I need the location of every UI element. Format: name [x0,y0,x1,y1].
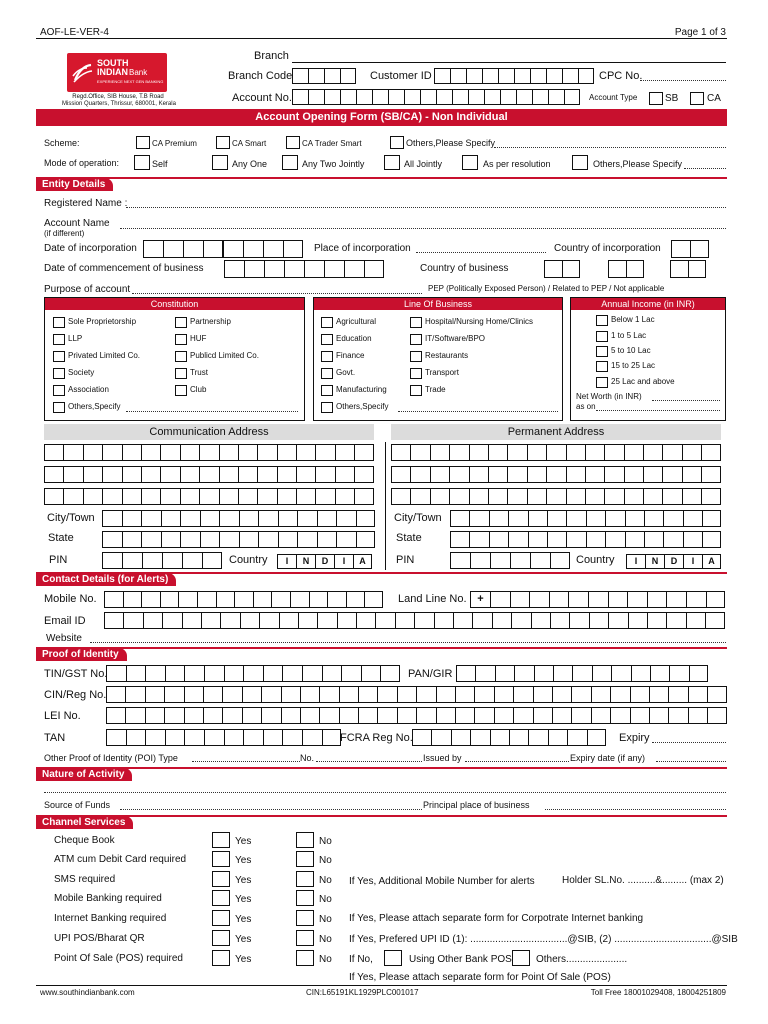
mode-others-field[interactable] [684,168,726,169]
scheme-option: CA Premium [152,139,197,148]
business-checkbox[interactable] [410,385,422,396]
page-number: Page 1 of 3 [674,27,726,38]
yes-label: Yes [235,875,252,886]
internet-banking-no-checkbox[interactable] [296,910,314,926]
channel-item-label: Internet Banking required [54,913,167,924]
cpc-no-label: CPC No. [599,70,643,82]
constitution-option: Sole Proprietorship [68,317,137,326]
constitution-option: Club [190,385,207,394]
upi-no-checkbox[interactable] [296,930,314,946]
constitution-checkbox[interactable] [175,317,187,328]
upi-yes-checkbox[interactable] [212,930,230,946]
mobile-banking-no-checkbox[interactable] [296,890,314,906]
business-checkbox[interactable] [321,351,333,362]
poi-title: Proof of Identity [36,648,127,661]
constitution-checkbox[interactable] [53,317,65,328]
pep-label: PEP (Politically Exposed Person) / Related to PEP / Not applicable [428,284,665,293]
branch-code-boxes[interactable] [292,68,356,84]
source-funds-label: Source of Funds [44,800,111,810]
permanent-address-header: Permanent Address [391,424,721,440]
contact-title: Contact Details (for Alerts) [36,573,176,586]
comm-state-label: State [48,532,74,544]
channel-item-label: ATM cum Debit Card required [54,854,187,865]
activity-title: Nature of Activity [36,768,132,781]
purpose-label: Purpose of account [44,284,131,295]
scheme-option: Others,Please Specify [406,138,496,148]
perm-state-boxes[interactable] [450,531,721,548]
business-option: Trade [425,385,446,394]
mode-option: All Jointly [404,159,443,169]
account-type-label: Account Type [589,93,638,102]
comm-state-boxes[interactable] [102,531,375,548]
income-checkbox[interactable] [596,331,608,342]
no-label: No [319,914,332,925]
perm-address-line-1[interactable] [391,444,721,461]
activity-field[interactable] [44,792,726,793]
channel-item-label: Mobile Banking required [54,893,162,904]
no-label: No [319,875,332,886]
other-bank-pos-checkbox[interactable] [384,950,402,966]
business-checkbox[interactable] [321,402,333,413]
scheme-option: CA Smart [232,139,267,148]
expiry-field[interactable] [652,742,726,743]
business-option: Manufacturing [336,385,387,394]
channel-title: Channel Services [36,816,133,829]
comm-city-label: City/Town [47,512,95,524]
perm-state-label: State [396,532,422,544]
date-incorp-boxes[interactable] [143,240,223,258]
source-funds-field[interactable] [120,809,422,810]
mode-option: Any Two Jointly [302,159,365,169]
ca-label: CA [707,93,721,104]
income-checkbox[interactable] [596,346,608,357]
cpc-no-field[interactable] [640,80,726,81]
business-option: Agricultural [336,317,377,326]
sb-label: SB [665,93,679,104]
entity-title: Entity Details [36,178,113,191]
comm-address-line-3[interactable] [44,488,374,505]
mode-option: Others,Please Specify [593,159,683,169]
comm-address-line-1[interactable] [44,444,374,461]
sb-checkbox[interactable] [649,92,663,105]
channel-item-label: Point Of Sale (POS) required [54,953,183,964]
constitution-checkbox[interactable] [53,351,65,362]
country-business-boxes-3[interactable] [670,260,706,278]
business-checkbox[interactable] [410,368,422,379]
top-rule [36,38,727,39]
date-incorp-label: Date of incorporation [44,243,137,254]
channel-item-label: SMS required [54,874,116,885]
tin-boxes[interactable] [106,665,400,682]
purpose-field[interactable] [132,293,422,294]
country-incorp-label: Country of incorporation [554,243,661,254]
business-checkbox[interactable] [410,334,422,345]
perm-city-boxes[interactable] [450,510,721,527]
constitution-checkbox[interactable] [53,385,65,396]
constitution-option: Society [68,368,95,377]
business-option: Finance [336,351,365,360]
country-business-label: Country of business [420,263,509,274]
constitution-checkbox[interactable] [53,402,65,413]
mode-option: As per resolution [483,159,551,169]
business-option: Hospital/Nursing Home/Clinics [425,317,534,326]
other-poi-type-field[interactable] [192,761,300,762]
issued-by-field[interactable] [465,761,569,762]
others-pos-label: Others...................... [536,954,628,965]
fcra-label: FCRA Reg No. [340,732,413,744]
income-checkbox[interactable] [596,377,608,388]
mode-others-checkbox[interactable] [572,155,588,170]
perm-country-india-boxes: I N D I A [626,554,721,569]
principal-place-label: Principal place of business [423,800,530,810]
business-checkbox[interactable] [321,368,333,379]
lei-label: LEI No. [44,710,81,722]
footer-rule [36,985,727,986]
income-title: Annual Income (in INR) [571,298,725,310]
country-business-boxes-2[interactable] [608,260,644,278]
email-boxes[interactable] [104,612,725,629]
channel-item-label: Cheque Book [54,835,115,846]
scheme-others-field[interactable] [494,147,726,148]
business-checkbox[interactable] [410,351,422,362]
sms-yes-checkbox[interactable] [212,871,230,887]
customer-id-label: Customer ID [370,70,432,82]
tan-label: TAN [44,732,66,744]
no-label: No [319,954,332,965]
business-checkbox[interactable] [321,317,333,328]
income-option: 5 to 10 Lac [611,346,651,355]
account-no-boxes[interactable] [292,89,580,105]
pan-label: PAN/GIR [408,668,453,680]
mode-any-two-checkbox[interactable] [282,155,298,170]
bank-logo [67,53,167,92]
landline-boxes[interactable]: + [470,591,725,608]
income-checkbox[interactable] [596,361,608,372]
other-bank-pos-label: Using Other Bank POS [409,954,512,965]
mode-option: Any One [232,159,268,169]
place-incorp-label: Place of incorporation [314,243,411,254]
sib-emblem-icon [71,62,93,84]
activity-section-header [36,767,727,781]
other-poi-no-label: No. [300,753,315,763]
mode-any-one-checkbox[interactable] [212,155,228,170]
business-checkbox[interactable] [321,334,333,345]
footer-cin: CIN:L65191KL1929PLC001017 [306,988,419,997]
net-worth-field[interactable] [652,400,720,401]
no-label: No [319,836,332,847]
business-option: Govt. [336,368,356,377]
country-business-boxes-1[interactable] [544,260,580,278]
constitution-checkbox[interactable] [53,334,65,345]
constitution-checkbox[interactable] [175,351,187,362]
fcra-boxes[interactable] [412,729,606,746]
mode-resolution-checkbox[interactable] [462,155,478,170]
mobile-boxes[interactable] [104,591,383,608]
constitution-option: Trust [190,368,208,377]
form-title: Account Opening Form (SB/CA) - Non Individual [36,109,727,126]
issued-by-label: Issued by [423,753,462,763]
perm-address-line-3[interactable] [391,488,721,505]
business-others-field[interactable] [398,411,558,412]
pos-note: If Yes, Please attach separate form for Point Of Sale (POS) [349,972,611,983]
logo-text-south: SOUTH [97,58,129,68]
business-title: Line Of Business [314,298,562,310]
yes-label: Yes [235,954,252,965]
atm-yes-checkbox[interactable] [212,851,230,867]
comm-pin-boxes[interactable] [102,552,222,569]
website-label: Website [46,633,82,644]
scheme-option: CA Trader Smart [302,139,362,148]
expiry-date-field[interactable] [656,761,726,762]
bank-address-2: Mission Quarters, Thrissur, 680001, Kerala [62,101,176,107]
perm-city-label: City/Town [394,512,442,524]
if-no-label: If No, [349,954,373,965]
scheme-others-checkbox[interactable] [390,136,404,149]
business-checkbox[interactable] [321,385,333,396]
no-label: No [319,934,332,945]
date-incorp-year-boxes[interactable] [223,240,303,258]
bank-address-1: Regd.Office, SIB House, T.B Road [72,94,164,100]
constitution-checkbox[interactable] [53,368,65,379]
mode-all-jointly-checkbox[interactable] [384,155,400,170]
constitution-option: HUF [190,334,207,343]
business-option: IT/Software/BPO [425,334,486,343]
no-label: No [319,855,332,866]
tin-label: TIN/GST No. [44,668,108,680]
channel-section-header [36,815,727,829]
other-poi-type-label: Other Proof of Identity (POI) Type [44,753,178,763]
constitution-option: Association [68,385,109,394]
business-option: Others,Specify [336,402,389,411]
holder-sl-note: Holder SL.No. ..........&......... (max 2) [562,875,724,886]
constitution-checkbox[interactable] [175,334,187,345]
constitution-option: Partnership [190,317,231,326]
communication-address-header: Communication Address [44,424,374,440]
upi-note: If Yes, Prefered UPI ID (1): ...................................@SIB, (2) ...................................@SIB [349,934,738,945]
comm-pin-label: PIN [49,554,68,566]
comm-city-boxes[interactable] [102,510,375,527]
business-option: Restaurants [425,351,469,360]
income-option: 1 to 5 Lac [611,331,647,340]
yes-label: Yes [235,894,252,905]
scheme-ca-premium-checkbox[interactable] [136,136,150,149]
income-option: Below 1 Lac [611,315,655,324]
tan-boxes[interactable] [106,729,341,746]
income-option: 25 Lac and above [611,377,675,386]
comm-address-line-2[interactable] [44,466,374,483]
account-name-label: Account Name [44,218,110,229]
expiry-date-label: Expiry date (if any) [570,753,646,763]
yes-label: Yes [235,914,252,925]
perm-pin-label: PIN [396,554,415,566]
channel-item-label: UPI POS/Bharat QR [54,933,145,944]
footer-toll-free: Toll Free 18001029408, 18004251809 [590,988,726,997]
registered-name-field[interactable] [126,207,726,208]
sms-no-checkbox[interactable] [296,871,314,887]
logo-tagline: EXPERIENCE NEXT GEN BANKING [97,79,164,84]
mode-self-checkbox[interactable] [134,155,150,170]
registered-name-label: Registered Name : [44,198,128,209]
mode-option: Self [152,159,168,169]
yes-label: Yes [235,855,252,866]
constitution-checkbox[interactable] [175,368,187,379]
scheme-ca-trader-checkbox[interactable] [286,136,300,149]
constitution-option: Others,Specify [68,402,121,411]
logo-text-indian: INDIAN [97,67,128,77]
mobile-banking-yes-checkbox[interactable] [212,890,230,906]
principal-place-field[interactable] [545,809,726,810]
pos-no-checkbox[interactable] [296,950,314,966]
place-incorp-field[interactable] [416,252,546,253]
email-label: Email ID [44,615,86,627]
constitution-title: Constitution [45,298,304,310]
contact-section-header [36,572,727,586]
other-poi-no-field[interactable] [316,761,422,762]
yes-label: Yes [235,836,252,847]
date-commence-label: Date of commencement of business [44,263,204,274]
cheque-no-checkbox[interactable] [296,832,314,848]
business-option: Transport [425,368,459,377]
comm-country-label: Country [229,554,268,566]
constitution-option: LLP [68,334,83,343]
as-on-field[interactable] [596,410,720,411]
cin-label: CIN/Reg No. [44,689,107,701]
expiry-label: Expiry [619,732,650,744]
if-different-label: (if different) [44,229,85,238]
mobile-label: Mobile No. [44,593,97,605]
country-incorp-boxes[interactable] [671,240,709,258]
lei-boxes[interactable] [106,707,727,724]
ca-checkbox[interactable] [690,92,704,105]
internet-banking-yes-checkbox[interactable] [212,910,230,926]
customer-id-boxes[interactable] [434,68,594,84]
pan-boxes[interactable] [456,665,708,682]
branch-line[interactable] [292,62,726,63]
account-name-field[interactable] [120,228,726,229]
branch-label: Branch [254,50,289,62]
comm-country-india-boxes: I N D I A [277,554,372,569]
scheme-label: Scheme: [44,138,80,148]
landline-label: Land Line No. [398,593,467,605]
cin-boxes[interactable] [106,686,727,703]
constitution-checkbox[interactable] [175,385,187,396]
perm-pin-boxes[interactable] [450,552,570,569]
date-commence-boxes[interactable] [224,260,384,278]
income-option: 15 to 25 Lac [611,361,656,370]
sms-note: If Yes, Additional Mobile Number for alerts [349,876,535,887]
footer-website: www.southindianbank.com [40,988,135,997]
constitution-option: Publicd Limited Co. [190,351,259,360]
perm-country-label: Country [576,554,615,566]
yes-label: Yes [235,934,252,945]
business-checkbox[interactable] [410,317,422,328]
others-pos-checkbox[interactable] [512,950,530,966]
form-code: AOF-LE-VER-4 [40,27,109,38]
mode-label: Mode of operation: [44,158,120,168]
perm-address-line-2[interactable] [391,466,721,483]
no-label: No [319,894,332,905]
atm-no-checkbox[interactable] [296,851,314,867]
branch-code-label: Branch Code [228,70,293,82]
logo-text-bank: Bank [129,68,148,77]
scheme-ca-smart-checkbox[interactable] [216,136,230,149]
constitution-others-field[interactable] [126,411,298,412]
pos-yes-checkbox[interactable] [212,950,230,966]
website-field[interactable] [90,642,726,643]
poi-section-header [36,647,727,661]
internet-banking-note: If Yes, Please attach separate form for Corpotrate Internet banking [349,913,644,924]
business-option: Education [336,334,372,343]
account-no-label: Account No. [232,92,292,104]
income-checkbox[interactable] [596,315,608,326]
constitution-option: Privated Limited Co. [68,351,141,360]
entity-section-header [36,177,727,191]
address-divider [385,442,386,570]
cheque-yes-checkbox[interactable] [212,832,230,848]
net-worth-label: Net Worth (in INR) [576,392,642,401]
as-on-label: as on [576,402,596,411]
